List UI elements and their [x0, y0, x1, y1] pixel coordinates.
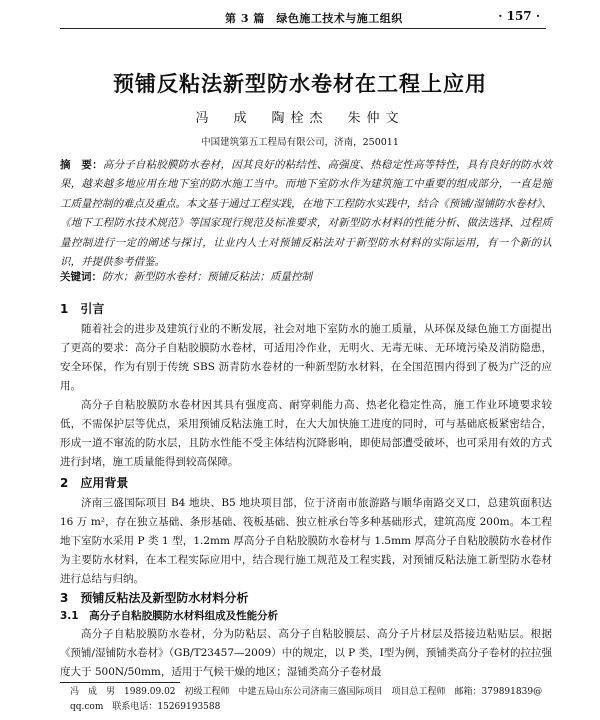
article-authors: 冯 成 陶栓杰 朱仲文: [195, 111, 405, 126]
keywords-text: 防水；新型防水卷材；预铺反粘法；质量控制: [102, 271, 312, 283]
footnote-divider: [60, 682, 180, 683]
abstract-text: 高分子自粘胶膜防水卷材，因其良好的粘结性、高强度、热稳定性高等特性，具有良好的防水效果，越来越多地应用在地下室的防水施工当中。而地下室防水作为建筑施工中重要的组成部分，一直是施工质量控制的难点及重点。本文基于通过工程实践，在地下工程防水实践中，结合《预铺/湿铺防水卷材》、《地下工程防水技术规范》等国家现行规范及标准要求，对新型防水材料的性能分析、做法选择、过程质量控制进行一定的阐述与探讨，让业内人士对预铺反粘法对于新型防水材料的实际运用，有一个新的认识，并提供参考借鉴。: [60, 159, 553, 269]
article-affiliation: 中国建筑第五工程局有限公司，济南，250011: [201, 137, 399, 148]
section-1-paragraph-1: 随着社会的进步及建筑行业的不断发展，社会对地下室防水的施工质量，从环保及绿色施工方面提出了更高的要求：高分子自粘胶膜防水卷材，可适用冷作业，无明火、无毒无味、无环境污染及消防隐患，安全环保，作为有别于传统 SBS 沥青防水卷材的一种新型防水材料，在全国范围内得到了极为广泛的应用。: [60, 323, 552, 392]
article-title: 预铺反粘法新型防水卷材在工程上应用: [113, 71, 487, 96]
page-number: · 157 ·: [498, 9, 540, 23]
author-footnote: [70, 685, 552, 715]
running-header-title: 第 3 篇 绿色施工技术与施工组织: [225, 12, 403, 25]
footnote-line-2: qq.com 联系电话：15269193588: [70, 702, 221, 712]
section-3-1-paragraph-1: 高分子自粘胶膜防水卷材，分为防粘层、高分子自粘胶膜层、高分子片材层及搭接边粘贴层。根据《预铺/湿铺防水卷材》（GB/T23457—2009）中的规定，以 P 类，Ⅰ型为例，预铺类高分子卷材的拉拉强度大于 500N/50mm，适用于气候干燥的地区；湿铺类高分子卷材最: [60, 628, 552, 678]
section-3-1-heading: 3.1 高分子自粘胶膜防水材料组成及性能分析: [60, 610, 279, 622]
footnote-line-1: 冯 成 男 1989.09.02 初级工程师 中建五局山东公司济南三盛国际项目 项目总工程师 邮箱：379891839@: [70, 687, 543, 697]
section-1-paragraph-2: 高分子自粘胶膜防水卷材因其具有强度高、耐穿刺能力高、热老化稳定性高，施工作业环境要求较低，不需保护层等优点，采用预铺反粘法施工时，在大大加快施工进度的同时，可与基础底板紧密结合，形成一道不窜流的防水层，且防水性能不受主体结构沉降影响，即使局部遭受破坏，也可采用有效的方式进行封堵，施工质量能得到较高保障。: [60, 399, 552, 468]
keywords-label: 关键词：: [60, 271, 102, 283]
section-3-heading: 3 预铺反粘法及新型防水材料分析: [60, 591, 249, 605]
abstract-label: 摘 要：: [60, 159, 103, 171]
running-header: [60, 6, 546, 29]
section-2-paragraph-1: 济南三盛国际项目 B4 地块、B5 地块项目部，位于济南市旅游路与顺华南路交叉口，总建筑面积达 16 万 m²，存在独立基础、条形基础、筏板基础、独立桩承台等多种基础形式，建筑高度 200m。本工程地下室防水采用 P 类 1 型，1.2mm 厚高分子自粘胶膜防水卷材与 1.5mm 厚高分子自粘胶膜防水卷材作为主要防水材料，在本工程实际应用中，结合现行施工规范及工程实践，对预铺反粘法施工新型防水卷材进行总结与归纳。: [60, 497, 552, 585]
section-1-heading: 1 引言: [60, 302, 105, 316]
keywords: [60, 268, 552, 286]
abstract: [60, 156, 552, 272]
section-2-heading: 2 应用背景: [60, 476, 129, 490]
